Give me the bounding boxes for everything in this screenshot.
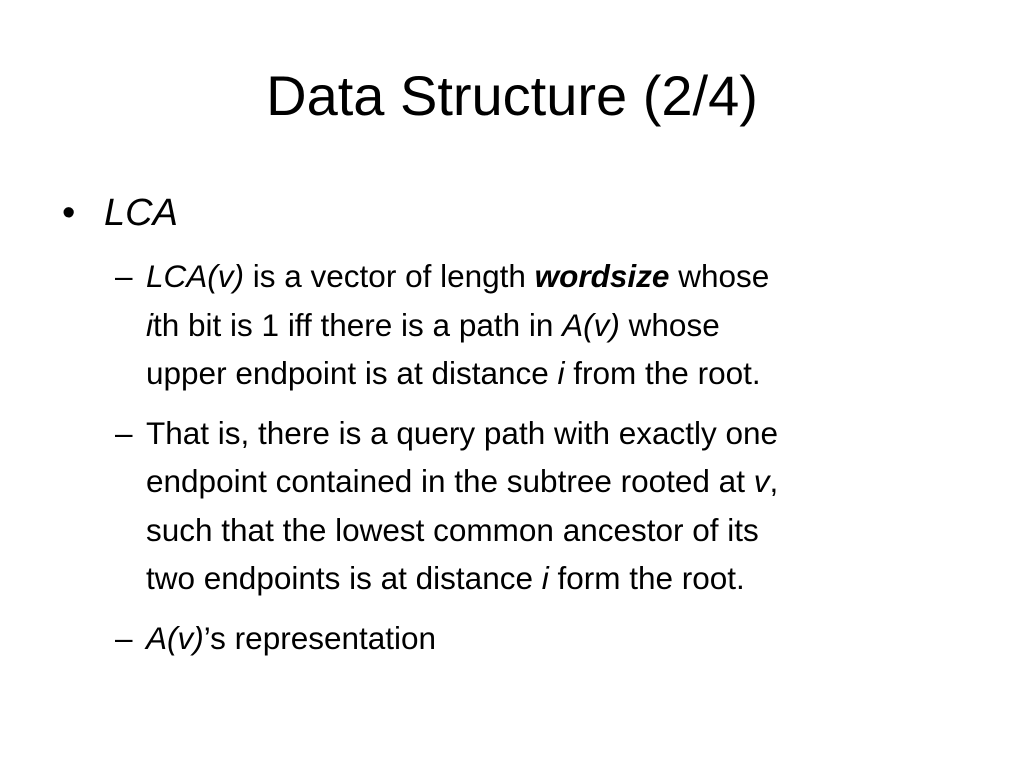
italic-text-run: i bbox=[541, 560, 549, 596]
sub-bullet-text bbox=[146, 252, 975, 398]
text-run: whose bbox=[669, 258, 770, 294]
text-line bbox=[146, 506, 975, 555]
sub-bullet-item bbox=[115, 614, 975, 663]
text-run: th bit is 1 iff there is a path in bbox=[153, 306, 563, 343]
text-line bbox=[146, 301, 975, 350]
text-run: from the root. bbox=[564, 355, 761, 391]
text-run: ’s representation bbox=[203, 619, 437, 656]
text-run: is a vector of length bbox=[244, 258, 535, 294]
italic-text-run: i bbox=[557, 355, 565, 391]
text-line bbox=[146, 252, 975, 301]
sub-bullet-text bbox=[146, 409, 975, 603]
text-run: form the root. bbox=[548, 560, 745, 596]
sub-bullet-list bbox=[115, 252, 975, 673]
text-run: upper endpoint is at distance bbox=[146, 355, 558, 391]
text-run: such that the lowest common ancestor of its bbox=[146, 511, 759, 548]
sub-bullet-item bbox=[115, 409, 975, 603]
text-line bbox=[146, 554, 975, 603]
italic-text-run: A(v) bbox=[562, 306, 620, 343]
sub-bullet-item bbox=[115, 252, 975, 398]
text-line bbox=[146, 349, 975, 398]
dash-marker: – bbox=[115, 258, 133, 294]
bullet-item-lca bbox=[62, 190, 178, 236]
slide-title: Data Structure (2/4) bbox=[266, 64, 758, 127]
italic-text-run: v bbox=[753, 463, 770, 499]
text-run: whose bbox=[619, 306, 720, 343]
italic-text-run: i bbox=[146, 306, 153, 343]
text-run: , bbox=[769, 463, 779, 499]
italic-text-run: A(v) bbox=[146, 619, 204, 656]
dash-marker: – bbox=[115, 619, 133, 656]
text-line bbox=[146, 409, 975, 458]
text-line bbox=[146, 457, 975, 506]
text-run: That is, there is a query path with exactly one bbox=[146, 414, 779, 451]
bullet-marker: • bbox=[62, 192, 76, 234]
text-line bbox=[146, 614, 975, 663]
text-run: endpoint contained in the subtree rooted at bbox=[146, 463, 754, 499]
italic-text-run: LCA(v) bbox=[146, 258, 245, 294]
bullet-label: LCA bbox=[104, 192, 178, 234]
bold-italic-text-run: wordsize bbox=[534, 258, 670, 294]
text-run: two endpoints is at distance bbox=[146, 560, 542, 596]
dash-marker: – bbox=[115, 414, 133, 451]
sub-bullet-text bbox=[146, 614, 975, 663]
